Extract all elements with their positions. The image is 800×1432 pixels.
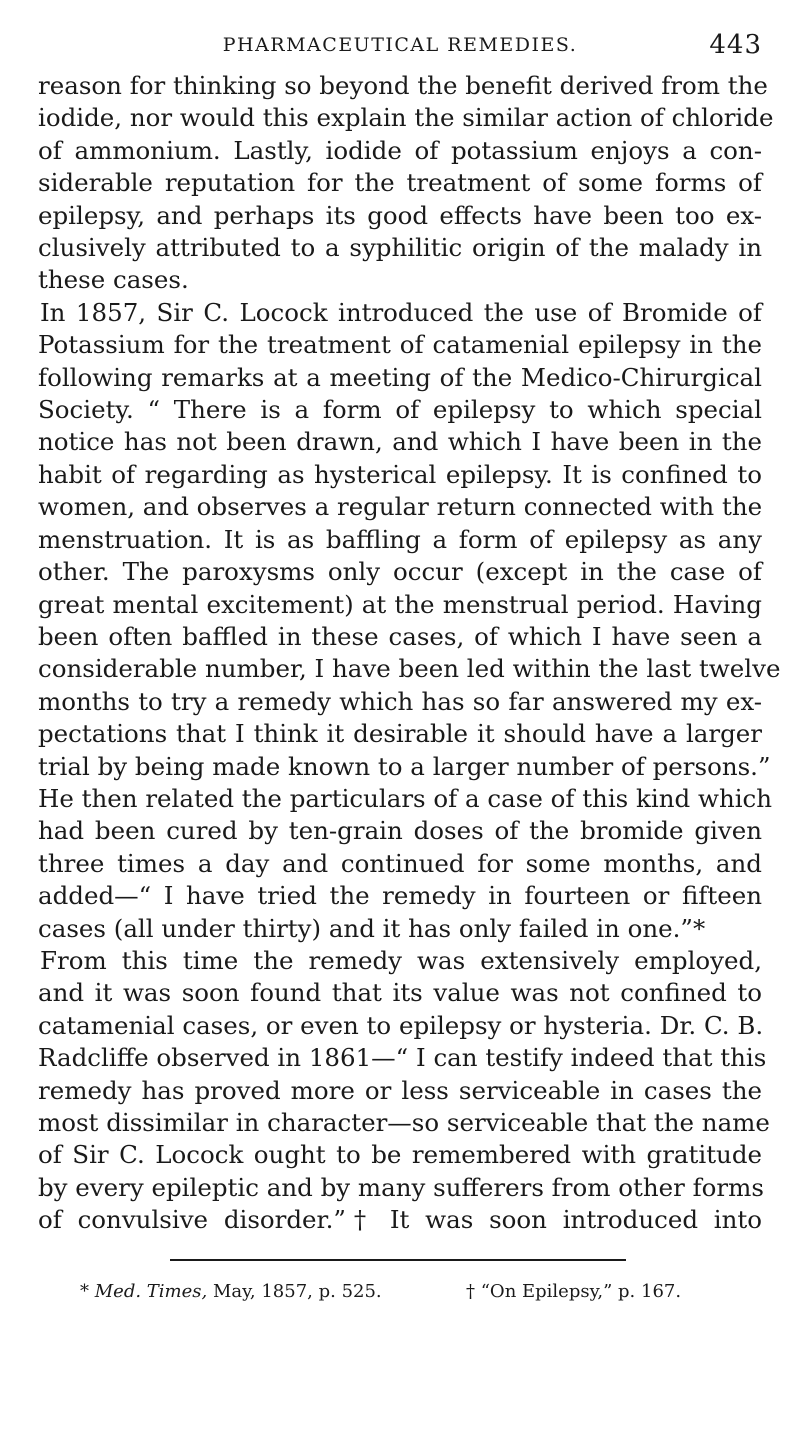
text-line: following remarks at a meeting of the Medico-Chirurgical bbox=[38, 362, 762, 392]
paragraph-1 bbox=[38, 70, 774, 297]
text-line: by every epileptic and by many sufferers from other forms bbox=[38, 1172, 764, 1202]
text-line: cases (all under thirty) and it has only failed in one.”* bbox=[38, 913, 706, 943]
footnote-source: Med. Times, bbox=[94, 1280, 208, 1302]
text-line: had been cured by ten-grain doses of the bromide given bbox=[38, 816, 762, 846]
text-line: siderable reputation for the treatment of some forms of bbox=[38, 168, 762, 198]
text-line: of Sir C. Locock ought to be remembered with gratitude bbox=[38, 1140, 762, 1170]
text-line: other. The paroxysms only occur (except in the case of bbox=[38, 557, 762, 587]
text-line: months to try a remedy which has so far answered my ex- bbox=[38, 686, 762, 716]
text-line: Society. “ There is a form of epilepsy to which special bbox=[38, 395, 762, 425]
footnote-rule bbox=[170, 1259, 626, 1261]
text-line: three times a day and continued for some months, and bbox=[38, 848, 762, 878]
text-line: pectations that I think it desirable it should have a larger bbox=[38, 719, 762, 749]
text-line: epilepsy, and perhaps its good effects have been too ex- bbox=[38, 200, 762, 230]
text-line: notice has not been drawn, and which I have been in the bbox=[38, 427, 762, 457]
text-line: habit of regarding as hysterical epilepsy. It is confined to bbox=[38, 459, 762, 489]
text-line: most dissimilar in character—so serviceable that the name bbox=[38, 1108, 770, 1137]
footnote-1 bbox=[80, 1281, 382, 1302]
text-line: of convulsive disorder.”† It was soon introduced into bbox=[38, 1205, 762, 1235]
text-line: He then related the particulars of a case of this kind which bbox=[38, 783, 773, 813]
book-page bbox=[38, 30, 781, 1311]
footnote-marker: * bbox=[80, 1280, 89, 1302]
text-line: reason for thinking so beyond the benefit derived from the bbox=[38, 71, 768, 100]
text-line: these cases. bbox=[38, 265, 189, 295]
text-line: considerable number, I have been led within the last twelve bbox=[38, 654, 781, 684]
text-line: trial by being made known to a larger number of persons.” bbox=[38, 751, 771, 781]
paragraph-3 bbox=[38, 945, 770, 1237]
text-line: great mental excitement) at the menstrual period. Having bbox=[38, 589, 762, 619]
text-line: women, and observes a regular return connected with the bbox=[38, 492, 763, 522]
footnote-detail: May, 1857, p. 525. bbox=[212, 1280, 382, 1302]
text-line: From this time the remedy was extensively employed, bbox=[40, 945, 762, 975]
footnote-text: “On Epilepsy,” p. 167. bbox=[480, 1280, 682, 1302]
text-line: Potassium for the treatment of catamenial epilepsy in the bbox=[38, 330, 762, 360]
text-line: of ammonium. Lastly, iodide of potassium enjoys a con- bbox=[38, 135, 762, 165]
footnote-marker: † bbox=[466, 1280, 475, 1302]
paragraph-2 bbox=[38, 297, 781, 945]
text-line: iodide, nor would this explain the similar action of chloride bbox=[38, 103, 774, 133]
text-line: In 1857, Sir C. Locock introduced the use of Bromide of bbox=[40, 297, 762, 327]
text-line: remedy has proved more or less serviceable in cases the bbox=[38, 1075, 762, 1105]
text-line: clusively attributed to a syphilitic origin of the malady in bbox=[38, 233, 762, 263]
text-line: and it was soon found that its value was not confined to bbox=[38, 978, 762, 1008]
body-text bbox=[38, 70, 781, 1237]
text-line: menstruation. It is as baffling a form of epilepsy as any bbox=[38, 524, 762, 554]
running-head bbox=[38, 30, 762, 70]
running-title: PHARMACEUTICAL REMEDIES. bbox=[222, 34, 578, 56]
text-line: Radcliffe observed in 1861—“ I can testify indeed that this bbox=[38, 1043, 767, 1073]
text-line: been often baffled in these cases, of which I have seen a bbox=[38, 621, 762, 651]
footnotes bbox=[38, 1281, 762, 1311]
text-line: catamenial cases, or even to epilepsy or hysteria. Dr. C. B. bbox=[38, 1010, 764, 1040]
footnote-2 bbox=[466, 1281, 681, 1302]
page-number: 443 bbox=[709, 30, 762, 60]
text-line: added—“ I have tried the remedy in fourteen or fifteen bbox=[38, 881, 762, 911]
